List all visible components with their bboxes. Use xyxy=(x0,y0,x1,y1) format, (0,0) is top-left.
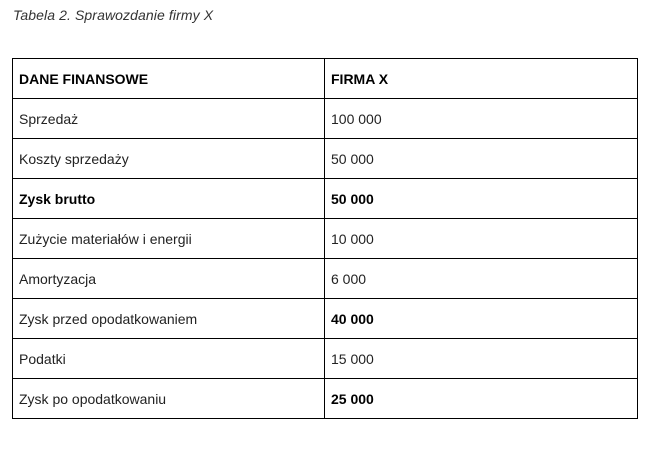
table-row xyxy=(13,139,638,179)
row-label: Zysk po opodatkowaniu xyxy=(13,379,325,419)
table-row xyxy=(13,299,638,339)
row-label: Zużycie materiałów i energii xyxy=(13,219,325,259)
table-row xyxy=(13,339,638,379)
header-company-x: FIRMA X xyxy=(325,59,638,99)
table-caption: Tabela 2. Sprawozdanie firmy X xyxy=(13,7,214,23)
table-header-row xyxy=(13,59,638,99)
row-value: 100 000 xyxy=(325,99,638,139)
table-row xyxy=(13,179,638,219)
row-label: Podatki xyxy=(13,339,325,379)
row-value: 15 000 xyxy=(325,339,638,379)
row-label: Zysk brutto xyxy=(13,179,325,219)
row-value: 40 000 xyxy=(325,299,638,339)
table-row xyxy=(13,99,638,139)
table-row xyxy=(13,379,638,419)
row-value: 10 000 xyxy=(325,219,638,259)
header-financial-data: DANE FINANSOWE xyxy=(13,59,325,99)
row-label: Sprzedaż xyxy=(13,99,325,139)
row-label: Zysk przed opodatkowaniem xyxy=(13,299,325,339)
row-label: Amortyzacja xyxy=(13,259,325,299)
row-value: 6 000 xyxy=(325,259,638,299)
table-row xyxy=(13,259,638,299)
row-value: 50 000 xyxy=(325,179,638,219)
financial-table xyxy=(12,58,638,419)
row-value: 25 000 xyxy=(325,379,638,419)
row-value: 50 000 xyxy=(325,139,638,179)
row-label: Koszty sprzedaży xyxy=(13,139,325,179)
table-row xyxy=(13,219,638,259)
